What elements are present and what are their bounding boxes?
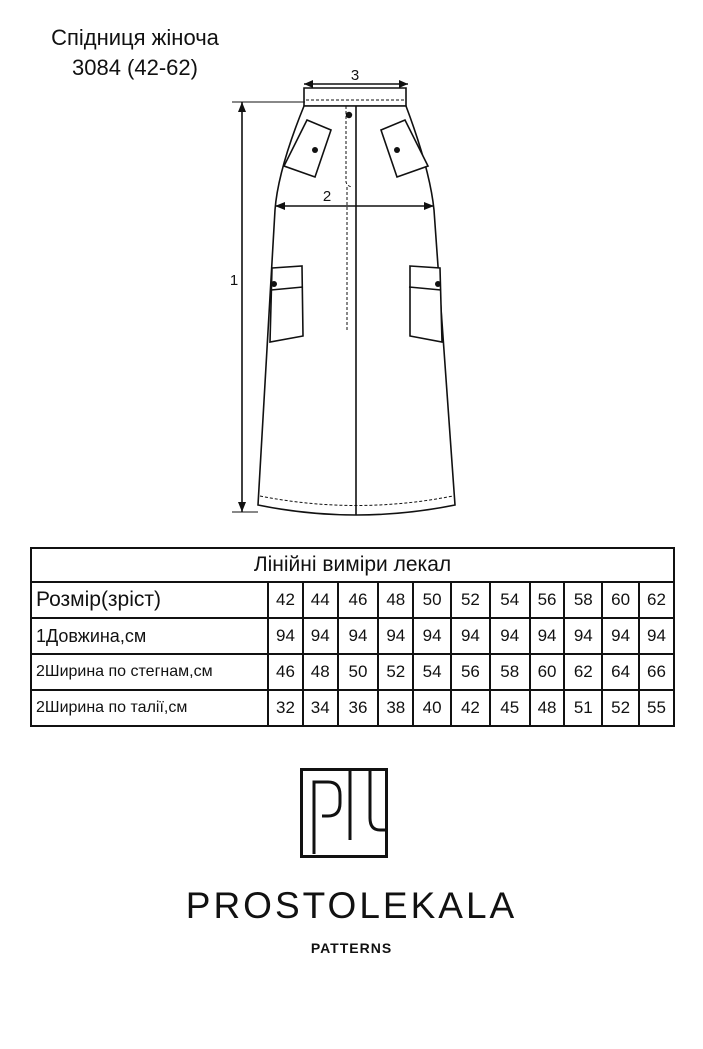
size-label: Розмір(зріст) bbox=[31, 582, 268, 618]
value-cell: 94 bbox=[564, 618, 602, 654]
cargo-pocket-right bbox=[410, 266, 442, 342]
size-cell: 58 bbox=[564, 582, 602, 618]
brand-subtitle: PATTERNS bbox=[310, 940, 393, 956]
size-cell: 44 bbox=[303, 582, 338, 618]
value-cell: 60 bbox=[530, 654, 565, 690]
dimension-label-waist: 3 bbox=[350, 67, 360, 84]
value-cell: 48 bbox=[303, 654, 338, 690]
value-cell: 34 bbox=[303, 690, 338, 726]
row-label: 2Ширина по стегнам,см bbox=[31, 654, 268, 690]
value-cell: 94 bbox=[530, 618, 565, 654]
value-cell: 50 bbox=[338, 654, 379, 690]
value-cell: 94 bbox=[268, 618, 303, 654]
value-cell: 48 bbox=[530, 690, 565, 726]
value-cell: 45 bbox=[490, 690, 530, 726]
brand-name: PROSTOLEKALA bbox=[185, 885, 518, 926]
value-cell: 36 bbox=[338, 690, 379, 726]
size-cell: 42 bbox=[268, 582, 303, 618]
value-cell: 56 bbox=[451, 654, 490, 690]
value-cell: 52 bbox=[602, 690, 639, 726]
size-cell: 62 bbox=[639, 582, 674, 618]
table-row-hips bbox=[31, 654, 674, 690]
value-cell: 94 bbox=[602, 618, 639, 654]
value-cell: 38 bbox=[378, 690, 413, 726]
value-cell: 55 bbox=[639, 690, 674, 726]
brand-logo-icon bbox=[300, 768, 390, 858]
value-cell: 94 bbox=[338, 618, 379, 654]
page-title: Спідниця жіноча bbox=[51, 25, 219, 50]
value-cell: 62 bbox=[564, 654, 602, 690]
table-caption: Лінійні виміри лекал bbox=[31, 548, 674, 582]
value-cell: 66 bbox=[639, 654, 674, 690]
row-label: 1Довжина,см bbox=[31, 618, 268, 654]
skirt-technical-drawing bbox=[0, 60, 703, 530]
table-row-length bbox=[31, 618, 674, 654]
model-code: 3084 (42-62) bbox=[72, 55, 198, 80]
measurements-table bbox=[30, 547, 675, 727]
value-cell: 54 bbox=[413, 654, 451, 690]
dimension-label-hips: 2 bbox=[322, 188, 332, 205]
table-row-sizes bbox=[31, 582, 674, 618]
value-cell: 94 bbox=[490, 618, 530, 654]
waist-button bbox=[346, 112, 352, 118]
value-cell: 46 bbox=[268, 654, 303, 690]
size-cell: 56 bbox=[530, 582, 565, 618]
cargo-pocket-left bbox=[270, 266, 303, 342]
waistband bbox=[304, 88, 406, 106]
size-cell: 48 bbox=[378, 582, 413, 618]
size-cell: 46 bbox=[338, 582, 379, 618]
value-cell: 51 bbox=[564, 690, 602, 726]
value-cell: 32 bbox=[268, 690, 303, 726]
value-cell: 94 bbox=[639, 618, 674, 654]
dimension-label-length: 1 bbox=[229, 272, 239, 289]
value-cell: 94 bbox=[451, 618, 490, 654]
value-cell: 40 bbox=[413, 690, 451, 726]
value-cell: 42 bbox=[451, 690, 490, 726]
value-cell: 94 bbox=[378, 618, 413, 654]
size-cell: 52 bbox=[451, 582, 490, 618]
row-label: 2Ширина по талії,см bbox=[31, 690, 268, 726]
table-row-waist bbox=[31, 690, 674, 726]
value-cell: 94 bbox=[303, 618, 338, 654]
size-cell: 60 bbox=[602, 582, 639, 618]
value-cell: 94 bbox=[413, 618, 451, 654]
value-cell: 52 bbox=[378, 654, 413, 690]
value-cell: 64 bbox=[602, 654, 639, 690]
size-cell: 50 bbox=[413, 582, 451, 618]
value-cell: 58 bbox=[490, 654, 530, 690]
size-cell: 54 bbox=[490, 582, 530, 618]
